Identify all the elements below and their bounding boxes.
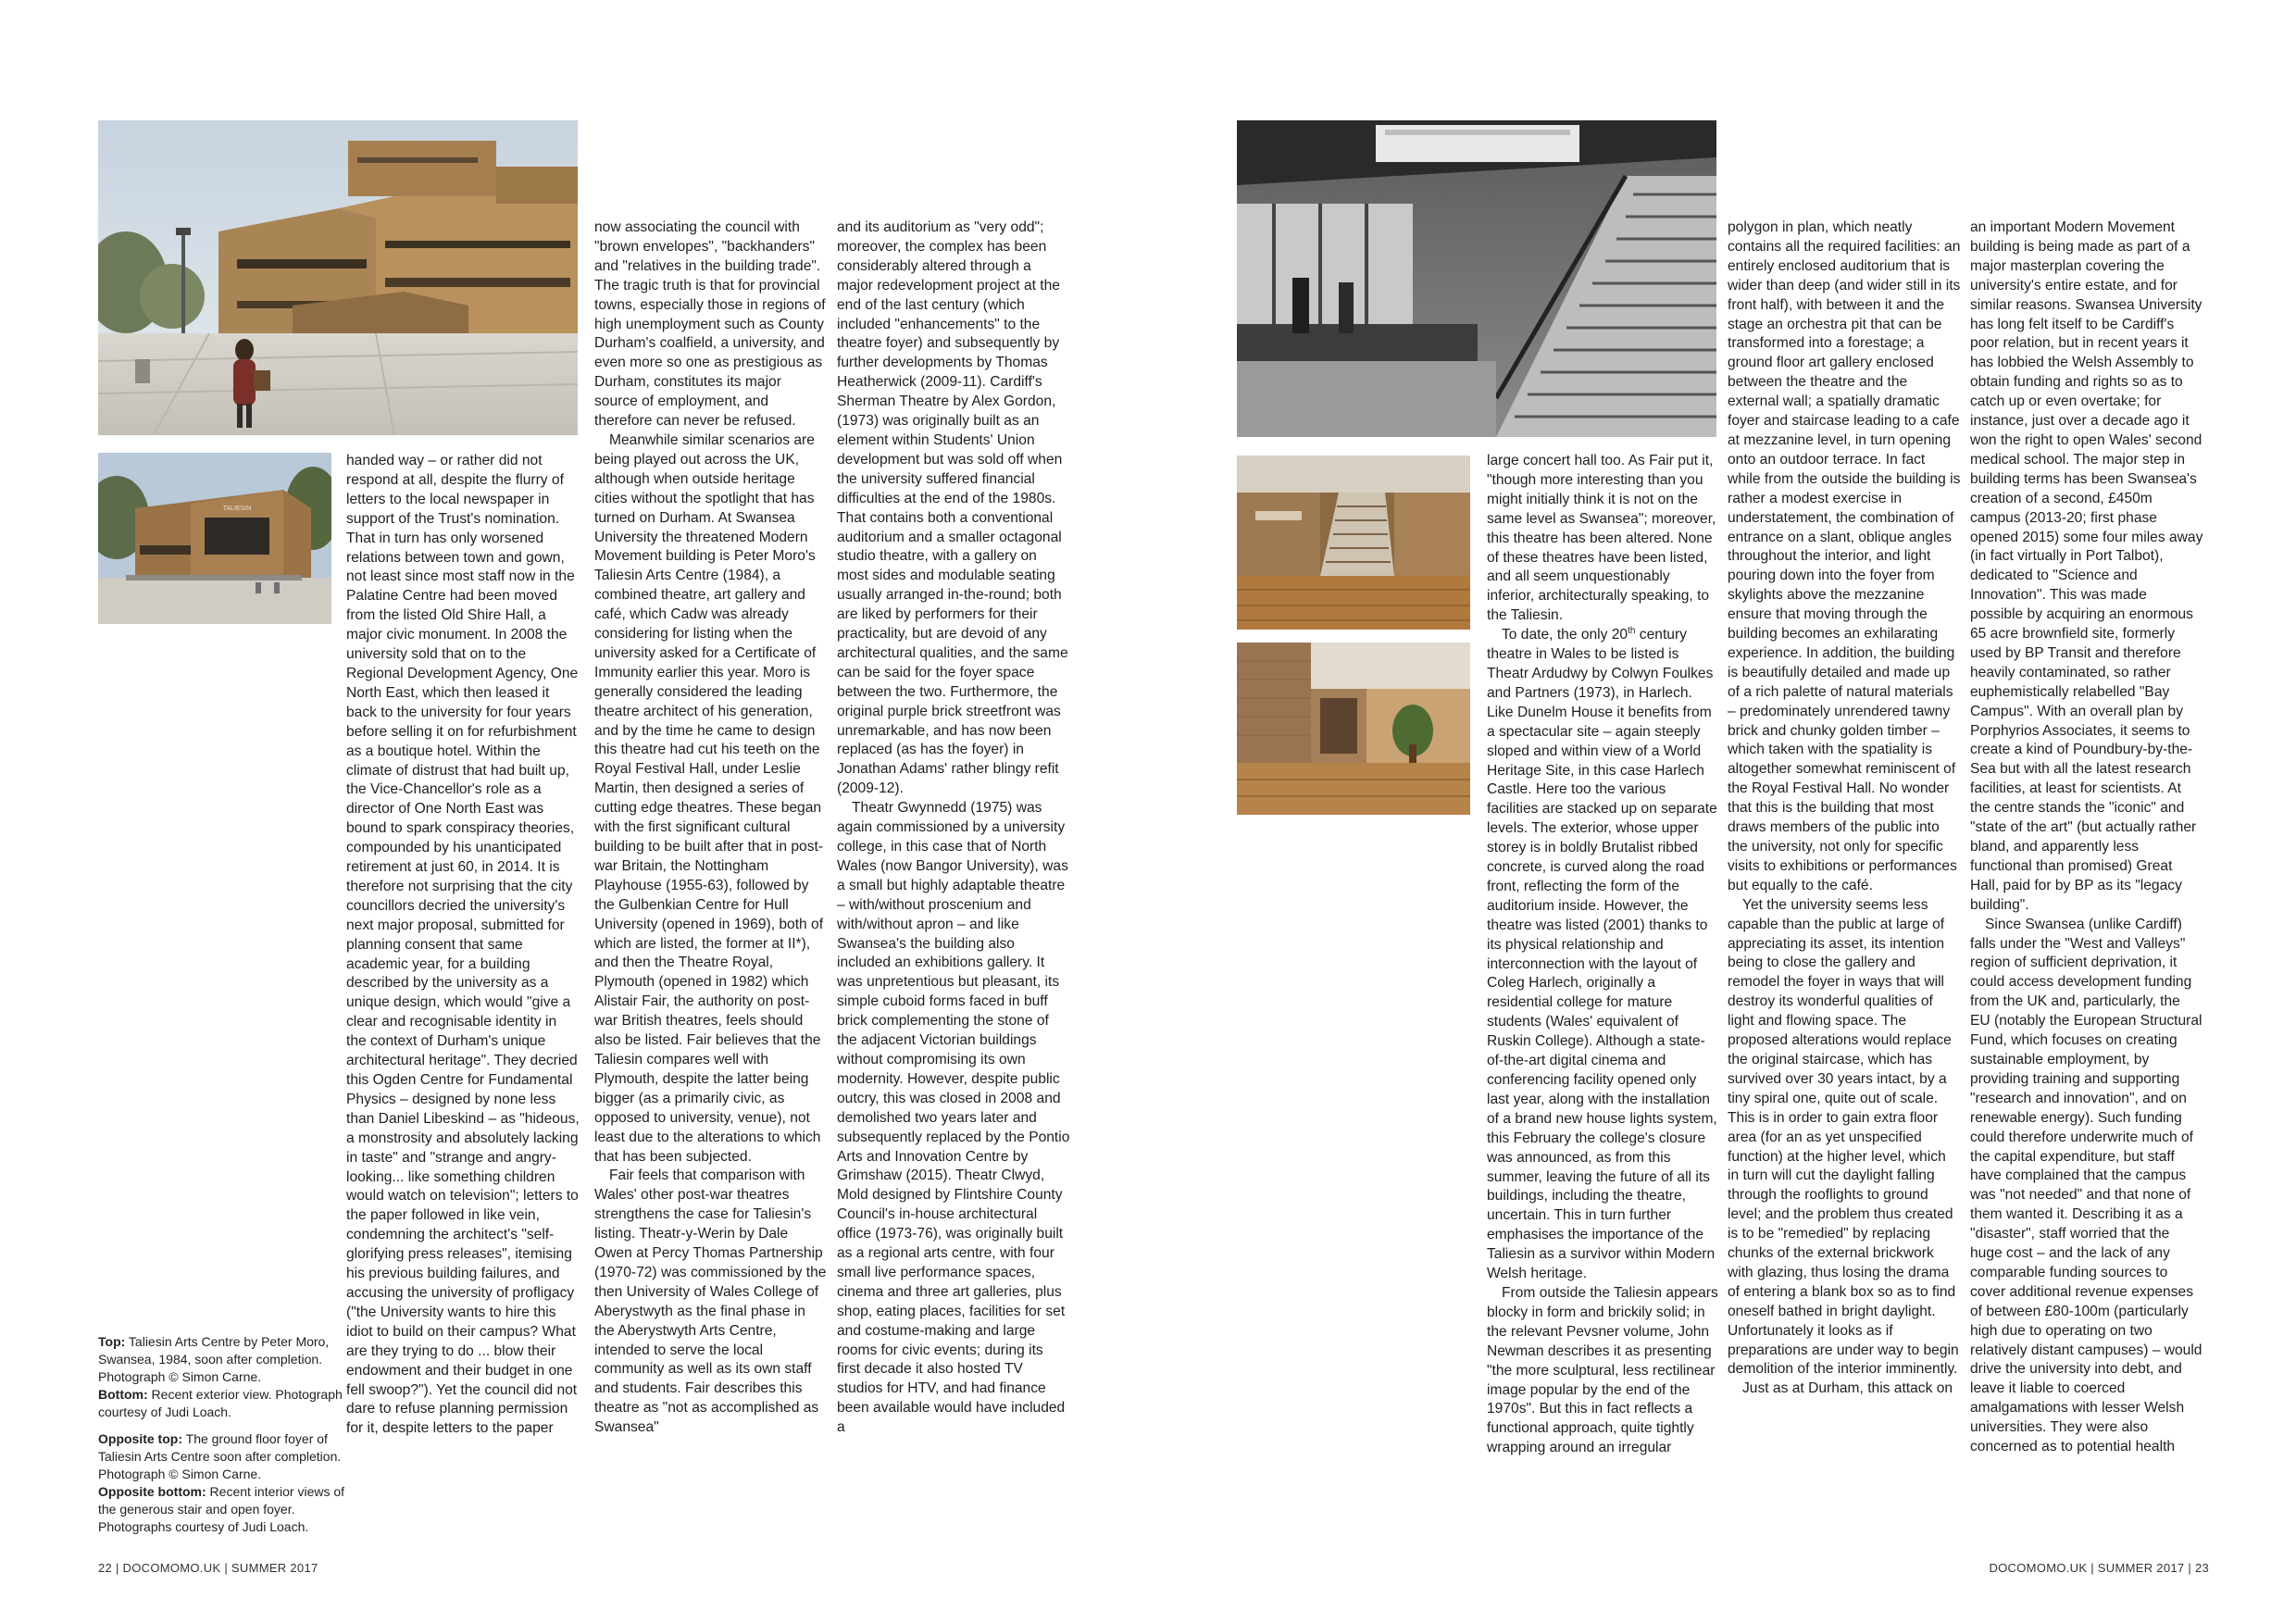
left-article-column-1: handed way – or rather did not respond at all, despite the flurry of letters to the local newspaper in support of the Trust's nomination. That in turn has only worsened relations between town and gown, not least since most staff now in the Palatine Centre had been moved from the listed Old Shire Hall, a major civic monument. In 2008 the university sold that on to the Regional Development Agency, One North East, which then leased it back to the university for four years before selling it on for refurbishment as a boutique hotel. Within the climate of distrust that had built up, the Vice-Chancellor's role as a director of One North East was bound to spark conspiracy theories, compounded by his unanticipated retirement at just 60, in 2014. It is therefore not surprising that the city councillors decried the university's next major proposal, submitted for planning consent that same academic year, for a building described by the university as a unique design, which would "give a clear and recognisable identity in the context of Durham's unique architectural heritage". They decried this Ogden Centre for Fundamental Physics – designed by none less than Daniel Libeskind – as "hideous, a monstrosity and absolutely lacking in taste" and "strange and angry-looking... like something children would watch on television"; letters to the paper followed in like vein, condemning the architect's "self-glorifying press releases", itemising his previous building failures, and accusing the university of profligacy ("the University wants to hire this idiot to build on their campus? What are they trying to do ... blow their endowment and their budget in one fell swoop?"). Yet the council did not dare to refuse planning permission for it, despite letters to the paper xyxy=(346,453,580,1437)
photo-captions xyxy=(98,1333,346,1536)
caption-opposite-top: Opposite top: The ground floor foyer of Taliesin Arts Centre soon after completion. Photograph © Simon Carne. xyxy=(98,1431,342,1481)
left-article-column-3: and its auditorium as "very odd"; moreover, the complex has been considerably altered through a major redevelopment project at the end of the last century (which included "enhancements" to the theatre foyer) and subsequently by further developments by Thomas Heatherwick (2009-11). Cardiff's Sherman Theatre by Alex Gordon, (1973) was originally built as an element within Students' Union development but was sold off when the university suffered financial difficulties at the end of the 1980s. That contains both a conventional auditorium and a smaller octagonal studio theatre, with a gallery on most sides and modulable seating usually arranged in-the-round; both are liked by performers for their practicality, but are devoid of any architectural qualities, and the same can be said for the foyer space between the two. Furthermore, the original purple brick streetfront was unremarkable, and has now been replaced (as has the foyer) in Jonathan Adams' rather blingy refit (2009-12). Theatr Gwynnedd (1975) was again commissioned by a university college, in this case that of North Wales (now Bangor University), was a small but highly adaptable theatre – with/without proscenium and with/without apron – and like Swansea's the building also included an exhibitions gallery. It was unpretentious but pleasant, its simple cuboid forms faced in buff brick complementing the stone of the adjacent Victorian buildings without compromising its own modernity. However, despite public outcry, this was closed in 2008 and demolished two years later and subsequently replaced by the Pontio Arts and Innovation Centre by Grimshaw (2015). Theatr Clwyd, Mold designed by Flintshire County Council's in-house architectural office (1973-76), was originally built as a regional arts centre, with four small live performance spaces, cinema and three art galleries, plus shop, eating places, facilities for set and costume-making and large rooms for civic events; during its first decade it also hosted TV studios for HTV, and had finance been available would have included a xyxy=(837,219,1070,1436)
photo-taliesin-recent-exterior xyxy=(98,453,331,624)
paragraph-theatr-ardudwy: To date, the only 20th century theatre in Wales to be listed is Theatr Ardudwy by Colwyn Foulkes and Partners (1973), in Harlech. Like Dunelm House it benefits from a spectacular site – again steeply sloped and within view of a World Heritage Site, in this case Harlech Castle. Here too the various facilities are stacked up on separate levels. The exterior, whose upper storey is in boldly Brutalist ribbed concrete, is curved along the road front, reflecting the form of the auditorium inside. However, the theatre was listed (2001) thanks to its physical relationship and interconnection with the layout of Coleg Harlech, originally a residential college for mature students (Wales' equivalent of Ruskin College). Although a state-of-the-art digital cinema and conferencing facility opened only last year, along with the installation of a brand new house lights system, this February the college's closure was announced, as from this summer, leaving the future of all its buildings, including the theatre, uncertain. This in turn further emphasises the importance of the Taliesin as a survivor within Modern Welsh heritage. xyxy=(1487,625,1717,1282)
photo-interior-open-foyer xyxy=(1237,643,1470,815)
right-article-column-1: large concert hall too. As Fair put it, "though more interesting than you might initially think it is not on the same level as Swansea"; moreover, this theatre has been altered. None of these theatres have been listed, and all seem unquestionably inferior, architecturally speaking, to the Taliesin. To date, the only 20th century theatre in Wales to be listed is Theatr Ardudwy by Colwyn Foulkes and Partners (1973), in Harlech. Like Dunelm House it benefits from a spectacular site – again steeply sloped and within view of a World Heritage Site, in this case Harlech Castle. Here too the various facilities are stacked up on separate levels. The exterior, whose upper storey is in boldly Brutalist ribbed concrete, is curved along the road front, reflecting the form of the auditorium inside. However, the theatre was listed (2001) thanks to its physical relationship and interconnection with the layout of Coleg Harlech, originally a residential college for mature students (Wales' equivalent of Ruskin College). Although a state-of-the-art digital cinema and conferencing facility opened only last year, along with the installation of a brand new house lights system, this February the college's closure was announced, as from this summer, leaving the future of all its buildings, including the theatre, uncertain. This in turn further emphasises the importance of the Taliesin as a survivor within Modern Welsh heritage. From outside the Taliesin appears blocky in form and brickily solid; in the relevant Pevsner volume, John Newman describes it as presenting "the more sculptural, less rectilinear image popular by the end of the 1970s". But this in fact reflects a functional approach, quite tightly wrapping around an irregular xyxy=(1487,452,1720,1458)
right-article-column-3: an important Modern Movement building is being made as part of a major masterplan covering the university's entire estate, and for similar reasons. Swansea University has long felt itself to be Cardiff's poor relation, but in recent years it has lobbied the Welsh Assembly to obtain funding and rights so as to catch up or even overtake; for instance, just over a decade ago it won the right to open Wales' second medical school. The major step in building terms has been Swansea's creation of a second, £450m campus (2013-20; first phase opened 2015) some four miles away (in fact virtually in Port Talbot), dedicated to "Science and Innovation". This was made possible by acquiring an enormous 65 acre brownfield site, formerly used by BP Transit and therefore heavily contaminated, so rather euphemistically relabelled "Bay Campus". With an overall plan by Porphyrios Associates, it seems to create a kind of Poundbury-by-the-Sea but with all the latest research facilities, at least for scientists. At the centre stands the "iconic" and "state of the art" (but actually rather bland, and apparently less functional than promised) Great Hall, paid for by BP as its "legacy building". Since Swansea (unlike Cardiff) falls under the "West and Valleys" region of sufficient deprivation, it could access development funding from the UK and, particularly, the EU (notably the European Structural Fund, which focuses on creating sustainable employment, by providing training and supporting "research and innovation", and on renewable energy). Such funding could therefore underwrite much of the capital expenditure, but staff have complained that the campus was "not needed" and that none of them wanted it. Describing it as a "disaster", staff worried that the huge cost – and the lack of any comparable funding sources to cover additional revenue expenses of between £80-100m (particularly high due to operating on two relatively distant campuses) – would drive the university into debt, and leave it liable to coerced amalgamations with lesser Welsh universities. They were also concerned as to potential health xyxy=(1970,219,2203,1455)
caption-bottom: Bottom: Recent exterior view. Photograph courtesy of Judi Loach. xyxy=(98,1387,343,1419)
left-page-footer: 22 | DOCOMOMO.UK | SUMMER 2017 xyxy=(98,1561,318,1575)
caption-opposite-bottom: Opposite bottom: Recent interior views of the generous stair and open foyer. Photographs courtesy of Judi Loach. xyxy=(98,1484,345,1534)
right-article-column-2: polygon in plan, which neatly contains all the required facilities: an entirely enclosed auditorium that is wider than deep (and wider still in its front half), with between it and the stage an orchestra pit that can be transformed into a forestage; a ground floor art gallery enclosed between the theatre and the external wall; a spatially dramatic foyer and staircase leading to a cafe at mezzanine level, in turn opening onto an outdoor terrace. In fact while from the outside the building is rather a modest exercise in understatement, the combination of entrance on a slant, oblique angles throughout the interior, and light pouring down into the foyer from skylights above the mezzanine ensure that moving through the building becomes an exhilarating experience. In addition, the building is beautifully detailed and made up of a rich palette of natural materials – predominately unrendered tawny brick and chunky golden timber – which taken with the spatiality is altogether somewhat reminiscent of the Royal Festival Hall. No wonder that this is the building that most draws members of the public into the university, not only for specific visits to exhibitions or performances but equally to the café. Yet the university seems less capable than the public at large of appreciating its asset, its intention being to close the gallery and remodel the foyer in ways that will destroy its wonderful qualities of light and flowing space. The proposed alterations would replace the original staircase, which has survived over 30 years intact, by a tiny spiral one, quite out of scale. This is in order to gain extra floor area (for an as yet unspecified function) at the higher level, which in turn will cut the daylight falling through the rooflights to ground level; and the problem thus created is to be "remedied" by replacing chunks of the external brickwork with glazing, thus losing the drama of entering a blank box so as to find oneself bathed in bright daylight. Unfortunately it looks as if preparations are under way to begin demolition of the interior imminently. Just as at Durham, this attack on xyxy=(1728,219,1961,1397)
left-article-column-2: now associating the council with "brown envelopes", "backhanders" and "relatives in the building trade". The tragic truth is that for provincial towns, especially those in regions of high unemployment such as County Durham's coalfield, a university, and even more so one as prestigious as Durham, constitutes its major source of employment, and therefore can never be refused. Meanwhile similar scenarios are being played out across the UK, although when outside heritage cities without the spotlight that has turned on Durham. At Swansea University the threatened Modern Movement building is Peter Moro's Taliesin Arts Centre (1984), a combined theatre, art gallery and café, which Cadw was already considering for listing when the university asked for a Certificate of Immunity earlier this year. Moro is generally considered the leading theatre architect of his generation, and by the time he came to design this theatre had cut his teeth on the Royal Festival Hall, under Leslie Martin, then designed a series of cutting edge theatres. These began with the first significant cultural building to be built after that in post-war Britain, the Nottingham Playhouse (1955-63), followed by the Gulbenkian Centre for Hull University (opened in 1969), both of which are listed, the former at II*), and then the Theatre Royal, Plymouth (opened in 1982) which Alistair Fair, the authority on post-war British theatres, feels should also be listed. Fair believes that the Taliesin compares well with Plymouth, despite the latter being bigger (as a primarily civic, as opposed to university, venue), not least due to the alterations to which that has been subjected. Fair feels that comparison with Wales' other post-war theatres strengthens the case for Taliesin's listing. Theatr-y-Werin by Dale Owen at Percy Thomas Partnership (1970-72) was commissioned by the then University of Wales College of Aberystwyth as the final phase in the Aberystwyth Arts Centre, intended to serve the local community as well as its own staff and students. Fair describes this theatre as "not as accomplished as Swansea" xyxy=(594,219,827,1436)
right-page-footer: DOCOMOMO.UK | SUMMER 2017 | 23 xyxy=(1989,1561,2209,1575)
svg-text:TALIESIN: TALIESIN xyxy=(222,506,252,512)
photo-foyer-staircase xyxy=(1237,120,1716,437)
photo-taliesin-exterior-1984 xyxy=(98,120,578,435)
photo-interior-stair xyxy=(1237,456,1470,630)
caption-top: Top: Taliesin Arts Centre by Peter Moro, Swansea, 1984, soon after completion. Photograph © Simon Carne. xyxy=(98,1334,330,1384)
